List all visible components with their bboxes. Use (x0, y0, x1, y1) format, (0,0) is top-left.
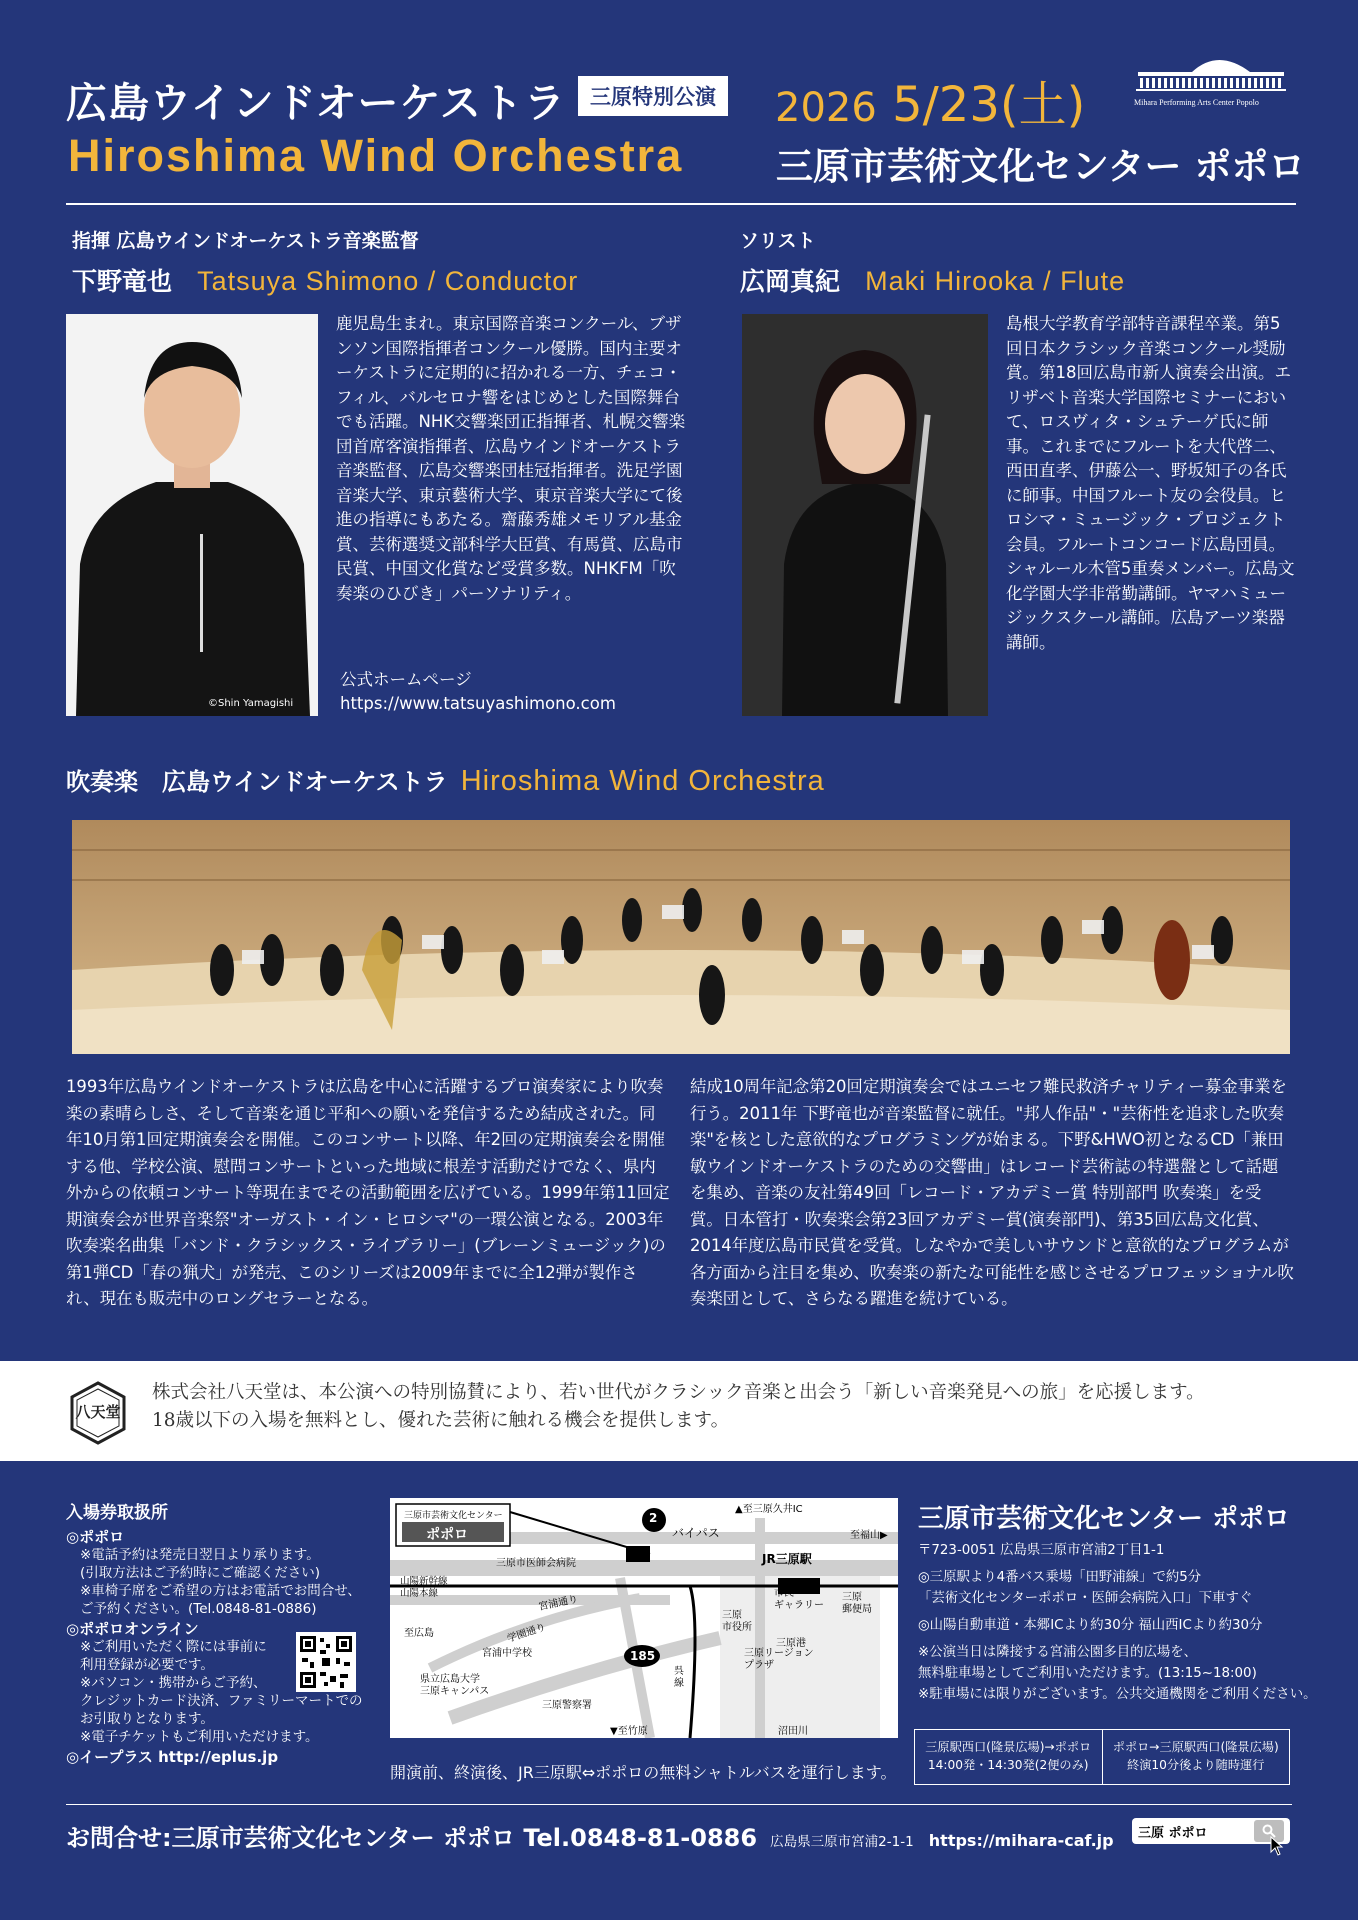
venue-info (918, 1540, 1316, 1705)
date-dow: (土) (999, 77, 1086, 133)
map-to-kui: ▲至三原久井IC (735, 1504, 803, 1515)
map-kure-line-2: 線 (674, 1678, 684, 1689)
ticket-outlets-title: 入場券取扱所 (66, 1503, 168, 1523)
soloist-name-jp: 広岡真紀 (740, 267, 841, 296)
map-miyaura-jhs: 宮浦中学校 (482, 1648, 532, 1659)
map-gallery-1: 市民 (774, 1588, 794, 1599)
conductor-figure (66, 314, 318, 716)
map-shinkansen: 山陽新幹線 (400, 1576, 448, 1587)
soloist-bio: 島根大学教育学部特音課程卒業。第5回日本クラシック音楽コンクール奨励賞。第18回広島市新人演奏会出演。エリザベト音楽大学国際セミナーにおいて、ロスヴィタ・シュテーゲ氏に師事。これまでにフルートを大代啓二、西田直孝、伊藤公一、野坂知子の各氏に師事。中国フルート友の会役員。ヒロシマ・ミュージック・プロジェクト会員。フルートコンコード広島団員。シャルール木管5重奏メンバー。広島文化学園大学非常勤講師。ヤマハミュージックスクール講師。広島アーツ楽器講師。 (1006, 314, 1295, 652)
outlet-online-note: 利用登録が必要です。 (80, 1657, 214, 1673)
search-box (1132, 1818, 1290, 1844)
map-kure-line (674, 1666, 684, 1690)
soloist-name (740, 262, 1125, 298)
shuttle-from-popolo (1103, 1730, 1290, 1784)
soloist-role: ソリスト (740, 230, 816, 252)
outlet-online-note: クレジットカード決済、ファミリーマートでの (80, 1693, 363, 1709)
outlet-popolo: ◎ポポロ (66, 1528, 125, 1546)
popolo-logo (1134, 50, 1288, 107)
conductor-name-jp: 下野竜也 (72, 267, 173, 296)
outlet-popolo-note: (引取方法はご予約時にご確認ください) (80, 1565, 321, 1581)
map-post-1: 三原 (842, 1592, 862, 1603)
shuttle-to-popolo (915, 1730, 1103, 1784)
shuttle-route: 三原駅西口(隆景広場)→ポポロ (925, 1740, 1092, 1754)
conductor-role: 指揮 広島ウインドオーケストラ音楽監督 (72, 230, 419, 252)
qr-code-pattern (296, 1632, 356, 1692)
orchestra-stage-image (72, 820, 1290, 1054)
footer-address: 広島県三原市宮浦2-1-1 (770, 1834, 914, 1850)
map-gallery-2: ギャラリー (774, 1600, 824, 1611)
map-to-fukuyama: 至福山▶ (850, 1530, 888, 1541)
shuttle-time: 14:00発・14:30発(2便のみ) (927, 1758, 1089, 1772)
conductor-photo (66, 314, 318, 716)
venue-info-title: 三原市芸術文化センター ポポロ (918, 1504, 1291, 1534)
map-cityhall (722, 1610, 752, 1634)
map-miyaura-street: 宮浦通り (537, 1593, 580, 1613)
map-kendai (420, 1674, 489, 1698)
orchestra-label-jp: 吹奏楽 広島ウインドオーケストラ (66, 768, 448, 796)
qr-code-icon[interactable] (296, 1632, 356, 1692)
outlet-online-note: お引取りとなります。 (80, 1711, 214, 1727)
map-hospital: 三原市医師会病院 (496, 1558, 576, 1569)
access-map (390, 1498, 898, 1738)
map-port: 三原港 (776, 1638, 806, 1649)
sponsor-banner (0, 1361, 1358, 1461)
photo-credit: ©Shin Yamagishi (208, 698, 294, 709)
access-car: ◎山陽自動車道・本郷ICより約30分 福山西ICより約30分 (918, 1618, 1263, 1633)
map-cityhall-1: 三原 (722, 1610, 742, 1621)
title-english: Hiroshima Wind Orchestra (68, 130, 684, 181)
map-post-office (842, 1592, 872, 1616)
map-region-1: 三原リージョン (744, 1648, 814, 1659)
outlet-online-note: ※パソコン・携帯からご予約、 (80, 1675, 267, 1691)
outlet-online-note: ※ご利用いただく際には事前に (80, 1639, 267, 1655)
cursor-icon (1270, 1836, 1284, 1860)
parking-note: ※駐車場には限りがございます。公共交通機関をご利用ください。 (918, 1687, 1317, 1702)
map-post-2: 郵便局 (842, 1604, 872, 1615)
map-kure-line-1: 呉 (674, 1666, 684, 1677)
footer-divider (66, 1804, 1292, 1805)
route-2-marker: 2 (649, 1511, 658, 1525)
sponsor-message (152, 1379, 1205, 1435)
hattendo-logo (66, 1381, 130, 1445)
page-title: 広島ウインドオーケストラ (66, 79, 566, 127)
shuttle-schedule-table (914, 1729, 1290, 1785)
outlet-eplus[interactable]: ◎イープラス http://eplus.jp (66, 1748, 279, 1766)
special-performance-badge: 三原特別公演 (578, 76, 728, 116)
map-region-plaza (744, 1648, 814, 1672)
map-honsen: 山陽本線 (400, 1588, 439, 1599)
orchestra-label-en: Hiroshima Wind Orchestra (460, 765, 825, 797)
logo-caption: Mihara Performing Arts Center Popolo (1134, 98, 1259, 107)
homepage-label: 公式ホームページ (340, 670, 472, 689)
soloist-photo (742, 314, 988, 716)
concert-date (775, 66, 1085, 135)
map-rail-lines (400, 1576, 448, 1600)
building-logo-icon (1134, 50, 1288, 92)
access-bus-stop: 「芸術文化センターポポロ・医師会病院入口」下車すぐ (918, 1591, 1253, 1606)
conductor-name-en: Tatsuya Shimono / Conductor (197, 266, 579, 296)
route-185-marker: 185 (630, 1649, 656, 1663)
map-kendai-name: 県立広島大学 (420, 1674, 480, 1685)
access-bus: ◎三原駅より4番バス乗場「田野浦線」で約5分 (918, 1570, 1202, 1585)
conductor-bio: 鹿児島生まれ。東京国際音楽コンクール、ブザンソン国際指揮者コンクール優勝。国内主要オーケストラに定期的に招かれる一方、チェコ・フィル、バルセロナ響をはじめとした国際舞台でも活躍。NHK交響楽団正指揮者、札幌交響楽団首席客演指揮者、広島ウインドオーケストラ音楽監督、広島交響楽団桂冠指揮者。洗足学園音楽大学、東京藝術大学、東京音楽大学にて後進の指導にもあたる。齋藤秀雄メモリアル基金賞、芸術選奨文部科学大臣賞、有馬賞、広島市民賞、中国文化賞など受賞多数。NHKFM「吹奏楽のひびき」パーソナリティ。 (336, 314, 686, 603)
outlet-popolo-note: ご予約ください。(Tel.0848-81-0886) (80, 1601, 317, 1617)
map-jr-station: JR三原駅 (762, 1552, 812, 1566)
map-gakuen-street: 学園通り (505, 1621, 548, 1645)
map-kendai-campus: 三原キャンパス (420, 1686, 490, 1697)
cursor-arrow-shape (1270, 1836, 1284, 1856)
parking-note: 無料駐車場としてご利用いただけます。(13:15~18:00) (918, 1666, 1257, 1681)
map-gallery (774, 1588, 824, 1612)
orchestra-history-right: 結成10周年記念第20回定期演奏会ではユニセフ難民救済チャリティー募金事業を行う。2011年 下野竜也が音楽監督に就任。"邦人作品"・"芸術性を追求した吹奏楽"を核とした意欲的なプログラミングが始まる。下野&HWO初となるCD「兼田敏ウインドオーケストラのための交響曲」はレコード芸術誌の特選盤として話題を集め、音楽の友社第49回「レコード・アカデミー賞 特別部門 吹奏楽」を受賞。日本管打・吹奏楽会第23回アカデミー賞(演奏部門)、第35回広島文化賞、2014年度広島市民賞を受賞。しなやかで美しいサウンドと意欲的なプログラムが各方面から注目を集め、吹奏楽の新たな可能性を感じさせるプロフェッショナル吹奏楽団として、さらなる躍進を続けている。 (690, 1077, 1294, 1308)
map-region-2: プラザ (744, 1660, 774, 1671)
website-link[interactable]: https://mihara-caf.jp (928, 1831, 1114, 1850)
shuttle-bus-note: 開演前、終演後、JR三原駅⇔ポポロの無料シャトルバスを運行します。 (390, 1763, 897, 1782)
search-input[interactable] (1132, 1820, 1254, 1842)
outlet-popolo-note: ※電話予約は発売日翌日より承ります。 (80, 1547, 320, 1563)
orchestra-photo (72, 820, 1290, 1054)
sponsor-line-1: 株式会社八天堂は、本公演への特別協賛により、若い世代がクラシック音楽と出会う「新しい音楽発見への旅」を応援します。 (152, 1382, 1205, 1403)
map-venue-name: ポポロ (426, 1527, 468, 1543)
header-divider (66, 203, 1296, 205)
map-to-hiroshima: 至広島 (404, 1628, 434, 1639)
orchestra-section-title (66, 762, 825, 798)
shuttle-time: 終演10分後より随時運行 (1127, 1758, 1265, 1772)
shuttle-route: ポポロ→三原駅西口(隆景広場) (1112, 1740, 1279, 1754)
footer (66, 1818, 1114, 1853)
orchestra-history-left: 1993年広島ウインドオーケストラは広島を中心に活躍するプロ演奏家により吹奏楽の素晴らしさ、そして音楽を通じ平和への願いを発信するため結成された。同年10月第1回定期演奏会を開催。このコンサート以降、年2回の定期演奏会を開催する他、学校公演、慰問コンサートといった地域に根差す活動だけでなく、県内外からの依頼コンサート等現在までその活動範囲を広げている。1999年第11回定期演奏会が世界音楽祭"オーガスト・イン・ヒロシマ"の一環公演となる。2003年吹奏楽名曲集「バンド・クラシックス・ライブラリー」(ブレーンミュージック)の第1弾CD「春の猟犬」が発売、このシリーズは2009年までに全12弾が製作され、現在も販売中のロングセラーとなる。 (66, 1077, 670, 1308)
parking-note: ※公演当日は隣接する宮浦公園多目的広場を、 (918, 1645, 1198, 1660)
outlet-online-note: ※電子チケットもご利用いただけます。 (80, 1729, 319, 1745)
homepage-link[interactable]: https://www.tatsuyashimono.com (340, 694, 616, 713)
map-venue-label: 三原市芸術文化センター (404, 1511, 503, 1521)
sponsor-line-2: 18歳以下の入場を無料とし、優れた芸術に触れる機会を提供します。 (152, 1410, 730, 1431)
map-cityhall-2: 市役所 (722, 1622, 752, 1633)
map-to-takehara: ▼至竹原 (610, 1726, 648, 1737)
soloist-name-en: Maki Hirooka / Flute (865, 266, 1126, 296)
hattendo-logo-text: 八天堂 (75, 1403, 121, 1421)
outlet-popolo-note: ※車椅子席をご希望の方はお電話でお問合せ、 (80, 1583, 361, 1599)
date-main: 5/23 (892, 77, 1000, 133)
map-numata-river: 沼田川 (778, 1726, 808, 1737)
contact-info: お問合せ:三原市芸術文化センター ポポロ Tel.0848-81-0886 (66, 1824, 758, 1852)
map-police: 三原警察署 (542, 1700, 592, 1711)
date-year: 2026 (775, 85, 877, 131)
map-bypass: バイパス (672, 1526, 720, 1540)
venue-address: 〒723-0051 広島県三原市宮浦2丁目1-1 (918, 1543, 1165, 1558)
soloist-figure (742, 314, 988, 716)
outlet-popolo-online: ◎ポポロオンライン (66, 1620, 199, 1638)
conductor-name (72, 262, 578, 298)
venue-title: 三原市芸術文化センター ポポロ (776, 145, 1306, 188)
conductor-homepage (340, 668, 616, 716)
